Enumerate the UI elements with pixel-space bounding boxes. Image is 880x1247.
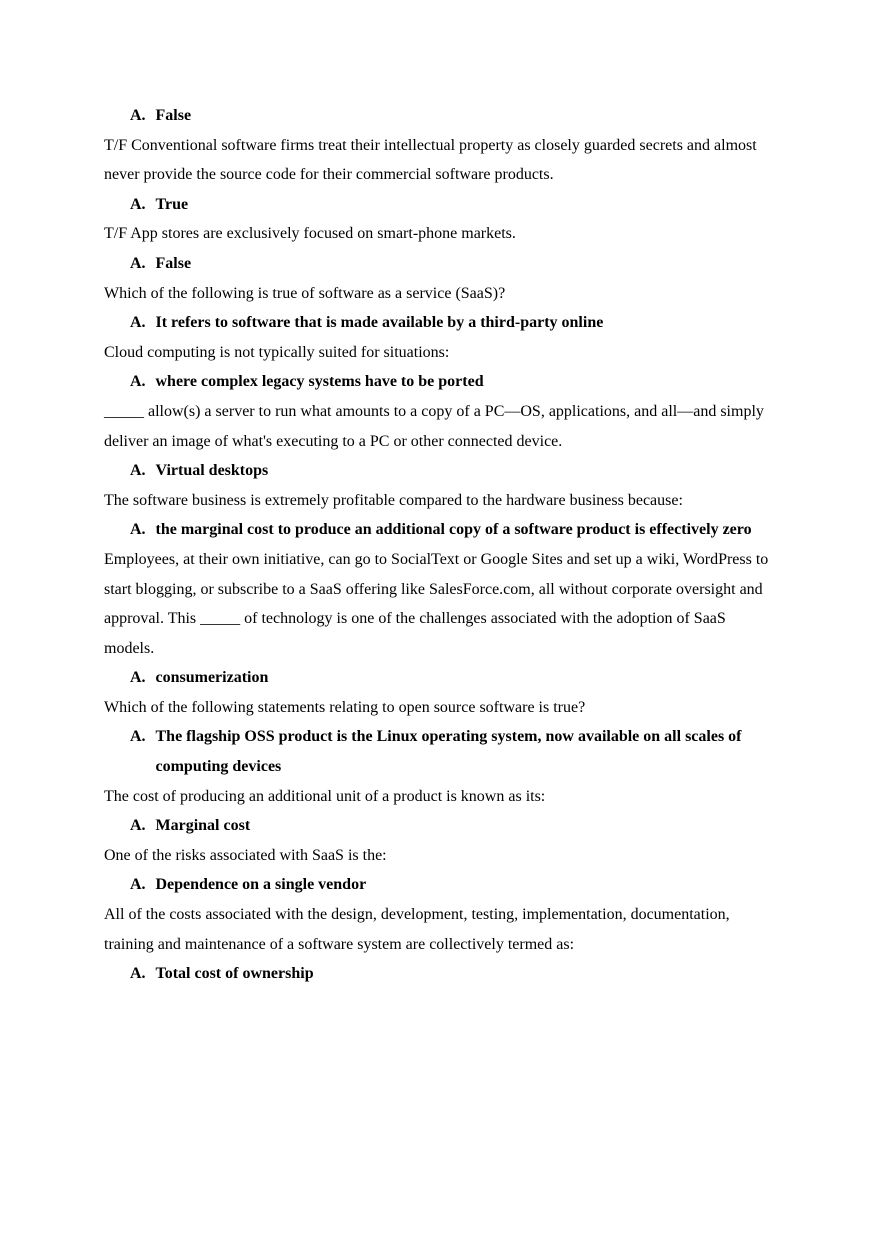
- answer-text: Virtual desktops: [155, 462, 269, 480]
- answer-letter: A.: [130, 107, 146, 124]
- answer-3: [104, 249, 774, 279]
- answer-text: the marginal cost to produce an additional copy of a software product is effectively zero: [155, 521, 752, 539]
- answer-letter: A.: [130, 373, 146, 391]
- answer-11: [104, 870, 774, 900]
- answer-text: The flagship OSS product is the Linux operating system, now available on all scales of computing devices: [155, 728, 742, 776]
- answer-10: [104, 811, 774, 841]
- answer-letter: A.: [130, 195, 146, 213]
- document-page: [104, 101, 774, 989]
- question-marginal-cost: The cost of producing an additional unit of a product is known as its:: [104, 787, 546, 805]
- answer-letter: A.: [130, 521, 146, 539]
- answer-4: [104, 308, 774, 338]
- answer-text: Dependence on a single vendor: [155, 876, 367, 894]
- answer-letter: A.: [130, 965, 146, 983]
- answer-text: consumerization: [155, 669, 269, 687]
- question-virtual-desktops: _____ allow(s) a server to run what amounts to a copy of a PC—OS, applications, and all—and simply deliver an image of what's executing to a PC or other connected device.: [104, 402, 764, 450]
- answer-text: Total cost of ownership: [155, 965, 314, 983]
- question-software-business: The software business is extremely profitable compared to the hardware business because:: [104, 491, 683, 509]
- question-open-source: Which of the following statements relating to open source software is true?: [104, 698, 586, 716]
- answer-text: Marginal cost: [155, 817, 251, 835]
- answer-letter: A.: [130, 669, 146, 687]
- answer-text: True: [155, 195, 189, 213]
- question-conventional-software: T/F Conventional software firms treat their intellectual property as closely guarded secrets and almost never provide the source code for their commercial software products.: [104, 136, 757, 184]
- question-consumerization: Employees, at their own initiative, can go to SocialText or Google Sites and set up a wiki, WordPress to start blogging, or subscribe to a SaaS offering like SalesForce.com, all without corporate oversight and approval. This _____ of technology is one of the challenges associated with the adoption of SaaS models.: [104, 550, 769, 657]
- answer-5: [104, 367, 774, 397]
- answer-text: It refers to software that is made available by a third-party online: [155, 314, 604, 332]
- question-saas: Which of the following is true of software as a service (SaaS)?: [104, 284, 506, 302]
- answer-7: [104, 515, 774, 545]
- answer-8: [104, 663, 774, 693]
- question-saas-risks: One of the risks associated with SaaS is the:: [104, 846, 387, 864]
- answer-12: [104, 959, 774, 989]
- answer-letter: A.: [130, 254, 146, 272]
- answer-text: False: [155, 107, 192, 124]
- answer-6: [104, 456, 774, 486]
- question-app-stores: T/F App stores are exclusively focused on smart-phone markets.: [104, 225, 516, 243]
- answer-text: where complex legacy systems have to be ported: [155, 373, 484, 391]
- answer-letter: A.: [130, 817, 146, 835]
- answer-9: [104, 722, 774, 781]
- answer-1: [104, 101, 774, 131]
- answer-2: [104, 190, 774, 220]
- answer-letter: A.: [130, 728, 146, 746]
- answer-letter: A.: [130, 876, 146, 894]
- question-total-cost: All of the costs associated with the design, development, testing, implementation, documentation, training and maintenance of a software system are collectively termed as:: [104, 906, 730, 953]
- question-cloud-computing: Cloud computing is not typically suited for situations:: [104, 343, 450, 361]
- answer-letter: A.: [130, 462, 146, 480]
- answer-letter: A.: [130, 314, 146, 332]
- answer-text: False: [155, 254, 192, 272]
